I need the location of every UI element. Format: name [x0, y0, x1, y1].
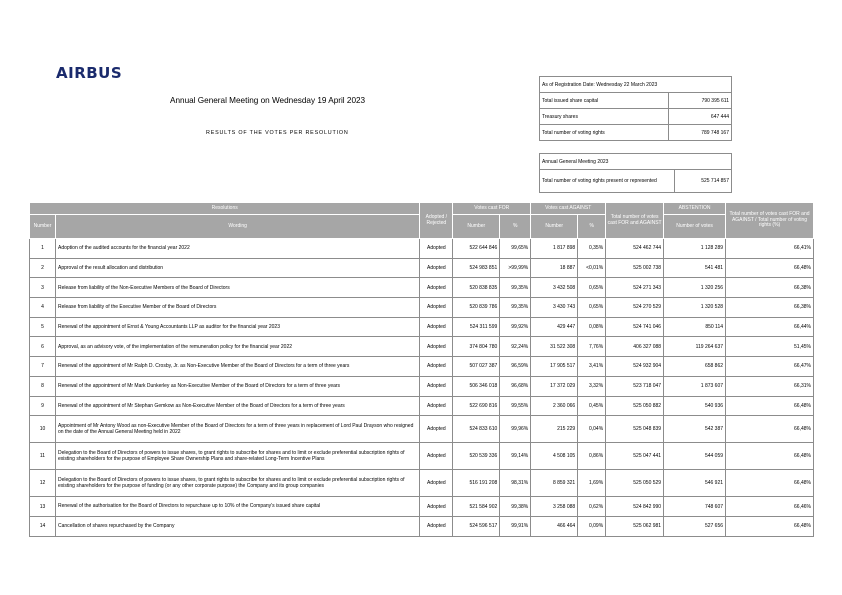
- votes-for-header: Votes cast FOR: [453, 203, 531, 215]
- abstention-votes: 527 656: [664, 516, 726, 536]
- adoption-status: Adopted: [420, 298, 453, 318]
- votes-for-percent: 99,91%: [500, 516, 531, 536]
- votes-for-number: 521 584 902: [453, 497, 500, 517]
- votes-against-number: 215 229: [531, 416, 578, 443]
- resolution-number: 12: [30, 470, 56, 497]
- total-votes-cast: 523 718 047: [606, 376, 664, 396]
- resolution-number: 6: [30, 337, 56, 357]
- resolution-wording: Approval, as an advisory vote, of the implementation of the remuneration policy for the financial year 2022: [55, 337, 419, 357]
- resolution-wording: Approval of the result allocation and distribution: [55, 258, 419, 278]
- resolution-wording: Renewal of the authorisation for the Board of Directors to repurchase up to 10% of the Company's issued share capital: [55, 497, 419, 517]
- abstention-votes: 540 936: [664, 396, 726, 416]
- adoption-status: Adopted: [420, 497, 453, 517]
- votes-for-percent: 99,14%: [500, 443, 531, 470]
- votes-table: [29, 202, 814, 537]
- registration-row: [540, 93, 732, 109]
- total-votes-cast: 524 842 990: [606, 497, 664, 517]
- votes-against-percent: 3,41%: [578, 357, 606, 377]
- resolution-number: 14: [30, 516, 56, 536]
- votes-for-number: 374 804 780: [453, 337, 500, 357]
- total-votes-cast: 525 002 738: [606, 258, 664, 278]
- resolution-number: 9: [30, 396, 56, 416]
- abstention-header: ABSTENTION: [664, 203, 726, 215]
- total-votes-cast: 525 047 441: [606, 443, 664, 470]
- votes-against-percent: 0,09%: [578, 516, 606, 536]
- abstention-votes: 541 481: [664, 258, 726, 278]
- agm-label: Total number of voting rights present or represented: [540, 170, 675, 193]
- total-votes-cast: 525 048 839: [606, 416, 664, 443]
- table-row: [30, 497, 814, 517]
- votes-against-number: 17 905 517: [531, 357, 578, 377]
- resolutions-header: Resolutions: [30, 203, 420, 215]
- votes-for-percent: 96,68%: [500, 376, 531, 396]
- votes-against-percent: 0,65%: [578, 278, 606, 298]
- resolution-number: 4: [30, 298, 56, 318]
- abstention-votes: 1 320 528: [664, 298, 726, 318]
- for-pct-header: %: [500, 215, 531, 239]
- votes-ratio: 66,48%: [726, 396, 814, 416]
- votes-for-percent: 99,65%: [500, 239, 531, 259]
- table-row: [30, 337, 814, 357]
- total-votes-cast: 525 050 882: [606, 396, 664, 416]
- votes-against-percent: 0,08%: [578, 317, 606, 337]
- abstention-votes: 1 128 289: [664, 239, 726, 259]
- votes-ratio: 66,48%: [726, 258, 814, 278]
- adoption-status: Adopted: [420, 516, 453, 536]
- for-number-header: Number: [453, 215, 500, 239]
- votes-against-number: 4 508 105: [531, 443, 578, 470]
- registration-label: Treasury shares: [540, 109, 669, 125]
- votes-against-number: 3 258 088: [531, 497, 578, 517]
- resolution-wording: Appointment of Mr Antony Wood as non-Executive Member of the Board of Directors for a term of three years in replacement of Lord Paul Drayson who resigned on the date of the Annual General Meeting held in 2022: [55, 416, 419, 443]
- votes-for-percent: 98,31%: [500, 470, 531, 497]
- abstention-votes: 544 059: [664, 443, 726, 470]
- table-row: [30, 298, 814, 318]
- adoption-status: Adopted: [420, 470, 453, 497]
- votes-for-percent: 99,96%: [500, 416, 531, 443]
- resolution-number: 11: [30, 443, 56, 470]
- votes-for-percent: 99,92%: [500, 317, 531, 337]
- resolution-number: 10: [30, 416, 56, 443]
- abstention-votes: 542 387: [664, 416, 726, 443]
- table-row: [30, 357, 814, 377]
- votes-for-number: 524 311 599: [453, 317, 500, 337]
- table-row: [30, 396, 814, 416]
- abstention-votes: 850 114: [664, 317, 726, 337]
- votes-for-percent: 99,35%: [500, 298, 531, 318]
- registration-label: Total number of voting rights: [540, 125, 669, 141]
- resolution-wording: Release from liability of the Non-Executive Members of the Board of Directors: [55, 278, 419, 298]
- abstention-votes-header: Number of votes: [664, 215, 726, 239]
- resolution-wording: Renewal of the appointment of Mr Mark Dunkerley as Non-Executive Member of the Board of Directors for a term of three years: [55, 376, 419, 396]
- adoption-status: Adopted: [420, 376, 453, 396]
- table-row: [30, 239, 814, 259]
- adopted-header: Adopted / Rejected: [420, 203, 453, 239]
- total-votes-cast: 524 270 529: [606, 298, 664, 318]
- votes-against-number: 8 859 321: [531, 470, 578, 497]
- resolution-number: 5: [30, 317, 56, 337]
- votes-for-percent: >99,99%: [500, 258, 531, 278]
- abstention-votes: 748 607: [664, 497, 726, 517]
- votes-ratio: 66,48%: [726, 516, 814, 536]
- votes-for-number: 524 983 851: [453, 258, 500, 278]
- table-row: [30, 516, 814, 536]
- adoption-status: Adopted: [420, 278, 453, 298]
- meeting-title: Annual General Meeting on Wednesday 19 April 2023: [170, 96, 366, 105]
- total-votes-cast: 524 271 343: [606, 278, 664, 298]
- agm-table: [539, 153, 732, 193]
- votes-against-percent: 0,86%: [578, 443, 606, 470]
- votes-for-percent: 92,24%: [500, 337, 531, 357]
- resolution-wording: Renewal of the appointment of Mr Ralph D. Crosby, Jr. as Non-Executive Member of the Board of Directors for a term of three years: [55, 357, 419, 377]
- votes-ratio: 66,48%: [726, 470, 814, 497]
- adoption-status: Adopted: [420, 239, 453, 259]
- total-votes-cast: 406 327 088: [606, 337, 664, 357]
- votes-against-percent: 0,65%: [578, 298, 606, 318]
- abstention-votes: 546 921: [664, 470, 726, 497]
- votes-ratio: 66,44%: [726, 317, 814, 337]
- votes-against-number: 31 522 308: [531, 337, 578, 357]
- resolution-number: 3: [30, 278, 56, 298]
- total-rights-header: Total number of votes cast FOR and AGAINST / Total number of voting rights (%): [726, 203, 814, 239]
- resolution-wording: Cancellation of shares repurchased by the Company: [55, 516, 419, 536]
- total-votes-cast: 524 932 904: [606, 357, 664, 377]
- table-row: [30, 376, 814, 396]
- number-header: Number: [30, 215, 56, 239]
- votes-for-number: 506 346 018: [453, 376, 500, 396]
- votes-against-number: 429 447: [531, 317, 578, 337]
- votes-for-number: 524 833 610: [453, 416, 500, 443]
- adoption-status: Adopted: [420, 357, 453, 377]
- votes-for-percent: 99,55%: [500, 396, 531, 416]
- votes-against-number: 466 464: [531, 516, 578, 536]
- agm-heading-row: [540, 154, 732, 170]
- resolution-number: 13: [30, 497, 56, 517]
- registration-value: 647 444: [669, 109, 732, 125]
- votes-against-number: 17 372 029: [531, 376, 578, 396]
- table-row: [30, 416, 814, 443]
- resolution-number: 1: [30, 239, 56, 259]
- total-votes-cast: 524 462 744: [606, 239, 664, 259]
- resolution-wording: Renewal of the appointment of Ernst & Young Accountants LLP as auditor for the financial year 2023: [55, 317, 419, 337]
- abstention-votes: 658 862: [664, 357, 726, 377]
- votes-for-number: 522 690 816: [453, 396, 500, 416]
- votes-against-header: Votes cast AGAINST: [531, 203, 606, 215]
- votes-against-number: 3 430 743: [531, 298, 578, 318]
- table-row: [30, 470, 814, 497]
- adoption-status: Adopted: [420, 258, 453, 278]
- votes-ratio: 51,45%: [726, 337, 814, 357]
- votes-ratio: 66,46%: [726, 497, 814, 517]
- resolution-wording: Renewal of the appointment of Mr Stephan Gemkow as Non-Executive Member of the Board of Directors for a term of three years: [55, 396, 419, 416]
- results-title: RESULTS OF THE VOTES PER RESOLUTION: [206, 130, 349, 136]
- registration-heading: As of Registration Date: Wednesday 22 March 2023: [540, 77, 732, 93]
- registration-row: [540, 109, 732, 125]
- votes-for-number: 520 839 786: [453, 298, 500, 318]
- votes-for-number: 516 191 208: [453, 470, 500, 497]
- abstention-votes: 1 320 256: [664, 278, 726, 298]
- total-votes-cast: 525 062 981: [606, 516, 664, 536]
- votes-against-percent: 3,32%: [578, 376, 606, 396]
- total-votes-cast: 525 050 529: [606, 470, 664, 497]
- votes-for-number: 522 644 846: [453, 239, 500, 259]
- adoption-status: Adopted: [420, 396, 453, 416]
- adoption-status: Adopted: [420, 443, 453, 470]
- votes-against-percent: 0,45%: [578, 396, 606, 416]
- resolution-number: 7: [30, 357, 56, 377]
- resolutions-body: [30, 239, 814, 537]
- abstention-votes: 1 873 607: [664, 376, 726, 396]
- votes-for-number: 520 838 835: [453, 278, 500, 298]
- header-row-top: [30, 203, 814, 215]
- votes-for-number: 524 596 517: [453, 516, 500, 536]
- votes-against-number: 18 887: [531, 258, 578, 278]
- adoption-status: Adopted: [420, 416, 453, 443]
- against-number-header: Number: [531, 215, 578, 239]
- total-votes-header: Total number of votes cast FOR and AGAINST: [606, 203, 664, 239]
- adoption-status: Adopted: [420, 317, 453, 337]
- votes-ratio: 66,48%: [726, 443, 814, 470]
- resolution-wording: Adoption of the audited accounts for the financial year 2022: [55, 239, 419, 259]
- votes-against-percent: 7,76%: [578, 337, 606, 357]
- resolution-number: 2: [30, 258, 56, 278]
- registration-value: 790 395 611: [669, 93, 732, 109]
- agm-value: 525 714 857: [675, 170, 732, 193]
- agm-heading: Annual General Meeting 2023: [540, 154, 732, 170]
- registration-heading-row: [540, 77, 732, 93]
- votes-ratio: 66,31%: [726, 376, 814, 396]
- table-row: [30, 258, 814, 278]
- against-pct-header: %: [578, 215, 606, 239]
- airbus-logo: AIRBUS: [56, 64, 123, 82]
- votes-ratio: 66,41%: [726, 239, 814, 259]
- votes-for-percent: 96,59%: [500, 357, 531, 377]
- total-votes-cast: 524 741 046: [606, 317, 664, 337]
- votes-for-number: 507 027 387: [453, 357, 500, 377]
- votes-against-percent: <0,01%: [578, 258, 606, 278]
- resolution-wording: Delegation to the Board of Directors of powers to issue shares, to grant rights to subscribe for shares and to limit or exclude preferential subscription rights of existing shareholders for the purpose of funding (or any other corporate purpose) the Company and its group companies: [55, 470, 419, 497]
- votes-against-percent: 0,35%: [578, 239, 606, 259]
- votes-against-percent: 0,04%: [578, 416, 606, 443]
- resolution-wording: Release from liability of the Executive Member of the Board of Directors: [55, 298, 419, 318]
- votes-ratio: 66,48%: [726, 416, 814, 443]
- adoption-status: Adopted: [420, 337, 453, 357]
- resolution-wording: Delegation to the Board of Directors of powers to issue shares, to grant rights to subscribe for shares and to limit or exclude preferential subscription rights of existing shareholders for the purpose of Employee Share Ownership Plans and share-related Long-Term Incentive Plans: [55, 443, 419, 470]
- table-row: [30, 278, 814, 298]
- table-row: [30, 443, 814, 470]
- votes-for-percent: 99,38%: [500, 497, 531, 517]
- table-row: [30, 317, 814, 337]
- votes-against-number: 3 432 508: [531, 278, 578, 298]
- votes-ratio: 66,47%: [726, 357, 814, 377]
- registration-value: 789 748 167: [669, 125, 732, 141]
- votes-against-number: 2 360 066: [531, 396, 578, 416]
- votes-against-percent: 0,62%: [578, 497, 606, 517]
- registration-table: [539, 76, 732, 141]
- votes-ratio: 66,38%: [726, 278, 814, 298]
- votes-for-number: 520 539 336: [453, 443, 500, 470]
- registration-row: [540, 125, 732, 141]
- registration-label: Total issued share capital: [540, 93, 669, 109]
- votes-against-number: 1 817 898: [531, 239, 578, 259]
- wording-header: Wording: [55, 215, 419, 239]
- abstention-votes: 119 264 637: [664, 337, 726, 357]
- votes-for-percent: 99,35%: [500, 278, 531, 298]
- votes-ratio: 66,38%: [726, 298, 814, 318]
- resolution-number: 8: [30, 376, 56, 396]
- votes-against-percent: 1,69%: [578, 470, 606, 497]
- agm-row: [540, 170, 732, 193]
